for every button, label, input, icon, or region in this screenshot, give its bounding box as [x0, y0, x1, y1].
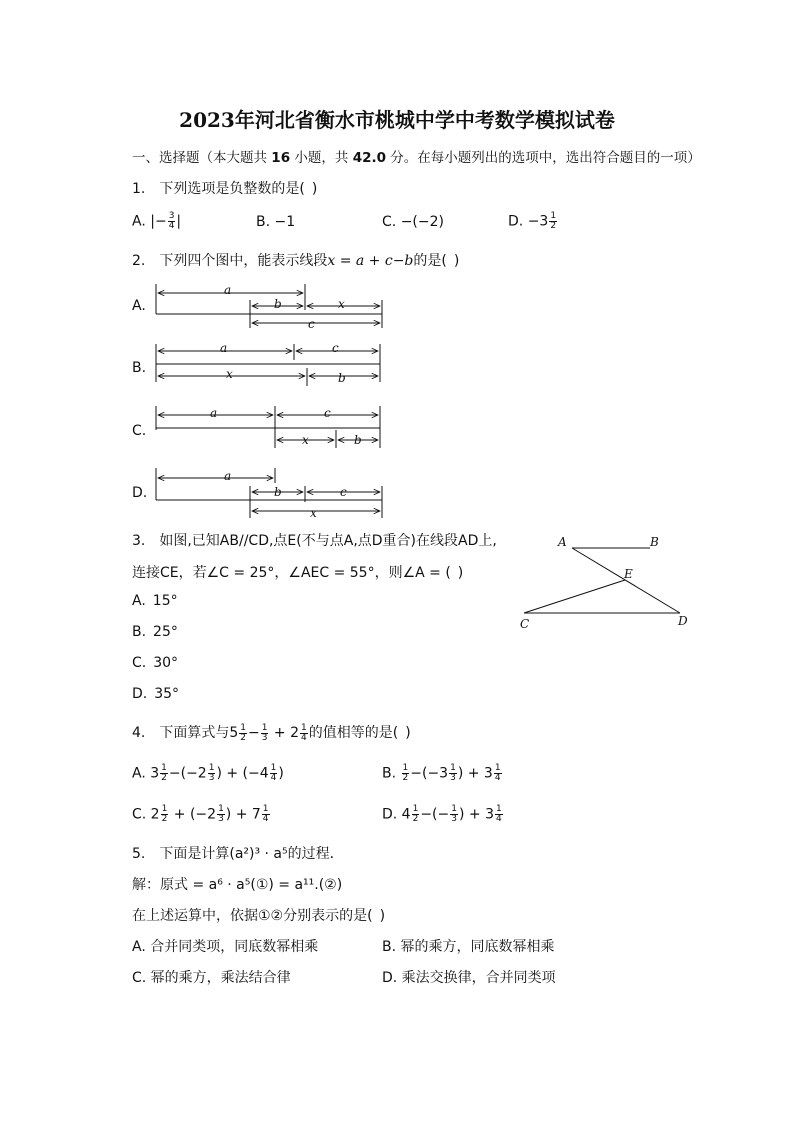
q2-option-d[interactable]: D. — [132, 485, 148, 501]
q1-option-d[interactable]: D. −3 $\frac{1}{2}$ — [508, 211, 557, 231]
svg-text:b: b — [338, 371, 346, 385]
svg-text:b: b — [354, 433, 362, 447]
q5-ask: 在上述运算中，依据①②分别表示的是( ) — [132, 908, 386, 924]
label-a: a — [224, 283, 232, 297]
q4-option-b[interactable]: B. $\frac{1}{2}$ −(−3 $\frac{1}{3}$ ) + 3 $\frac{1}{4}$ — [382, 763, 501, 783]
svg-text:x: x — [302, 433, 309, 447]
q3-line1: 3. 如图,已知AB//CD,点E(不与点A,点D重合)在线段AD上, — [132, 533, 497, 549]
svg-text:x: x — [338, 297, 345, 311]
q2-segment-diagrams — [150, 278, 390, 530]
q5-stem: 5. 下面是计算(a²)³ · a⁵的过程． — [132, 846, 344, 862]
q1-stem: 1. 下列选项是负整数的是( ) — [132, 181, 318, 197]
diagram-a — [156, 284, 382, 328]
q2-stem: 2. 下列四个图中，能表示线段x = a + c−b的是( ) — [132, 253, 460, 269]
svg-text:b: b — [274, 485, 282, 499]
diagram-b — [156, 344, 380, 386]
point-b: B — [650, 535, 659, 549]
q2-expression: x = a + c−b — [327, 253, 414, 269]
question-count: 16 — [271, 150, 291, 166]
q5-option-d[interactable]: D. 乘法交换律，合并同类项 — [382, 970, 556, 986]
q3-geometry-figure — [510, 528, 710, 634]
section-mid1: 小题，共 — [294, 150, 349, 166]
q5-solution: 解：原式 = a⁶ · a⁵(①) = a¹¹.(②) — [132, 877, 343, 893]
point-d: D — [678, 614, 688, 628]
q1-option-c[interactable]: C. −(−2) — [382, 214, 444, 230]
section-prefix: 一、选择题（本大题共 — [132, 150, 267, 166]
svg-text:a: a — [220, 341, 228, 355]
svg-text:a: a — [210, 406, 218, 420]
q2-option-c[interactable]: C. — [132, 423, 147, 439]
q3-option-d[interactable]: D. 35° — [132, 686, 180, 702]
q4-stem: 4. 下面算式与5 $\frac{1}{2}$ − $\frac{1}{3}$ + 2 $\frac{1}{4}$ 的值相等的是( ) — [132, 722, 411, 743]
q5-option-c[interactable]: C. 幂的乘方，乘法结合律 — [132, 970, 291, 986]
segment-ce — [524, 580, 625, 613]
q3-option-a[interactable]: A. 15° — [132, 593, 178, 609]
q2-option-a[interactable]: A. — [132, 298, 146, 314]
svg-text:x: x — [310, 506, 317, 520]
q5-option-a[interactable]: A. 合并同类项，同底数幂相乘 — [132, 939, 319, 955]
q5-option-b[interactable]: B. 幂的乘方，同底数幂相乘 — [382, 939, 555, 955]
svg-text:c: c — [332, 341, 339, 355]
diagram-c — [156, 406, 380, 448]
q4-option-c[interactable]: C. 2 $\frac{1}{2}$ + (−2 $\frac{1}{3}$ ) + 7 $\frac{1}{4}$ — [132, 804, 269, 824]
q3-line2: 连接CE，若∠C = 25°，∠AEC = 55°，则∠A = ( ) — [132, 565, 464, 581]
svg-text:c: c — [308, 317, 315, 331]
section-mid2: 分。在每小题列出的选项中，选出符合题目的一项） — [390, 150, 701, 166]
q4-option-a[interactable]: A. 3 $\frac{1}{2}$ −(−2 $\frac{1}{3}$ ) + (−4 $\frac{1}{4}$ ) — [132, 763, 284, 783]
total-score: 42.0 — [352, 150, 386, 166]
svg-text:c: c — [324, 406, 331, 420]
q2-option-b[interactable]: B. — [132, 360, 147, 376]
q1-option-b[interactable]: B. −1 — [256, 214, 296, 230]
point-c: C — [520, 617, 530, 631]
page-title: 2023年河北省衡水市桃城中学中考数学模拟试卷 — [179, 108, 615, 132]
q4-option-d[interactable]: D. 4 $\frac{1}{2}$ −(− $\frac{1}{3}$ ) + 3 $\frac{1}{4}$ — [382, 804, 502, 824]
q3-option-b[interactable]: B. 25° — [132, 624, 178, 640]
diagram-d — [156, 468, 382, 518]
svg-text:x: x — [226, 367, 233, 381]
point-e: E — [624, 567, 633, 581]
svg-text:c: c — [340, 485, 347, 499]
svg-text:a: a — [224, 469, 232, 483]
q1-option-a[interactable]: A. |− $\frac{3}{4}$ | — [132, 211, 182, 231]
svg-text:b: b — [274, 297, 282, 311]
point-a: A — [558, 535, 567, 549]
q3-option-c[interactable]: C. 30° — [132, 655, 179, 671]
section-header — [132, 146, 701, 166]
